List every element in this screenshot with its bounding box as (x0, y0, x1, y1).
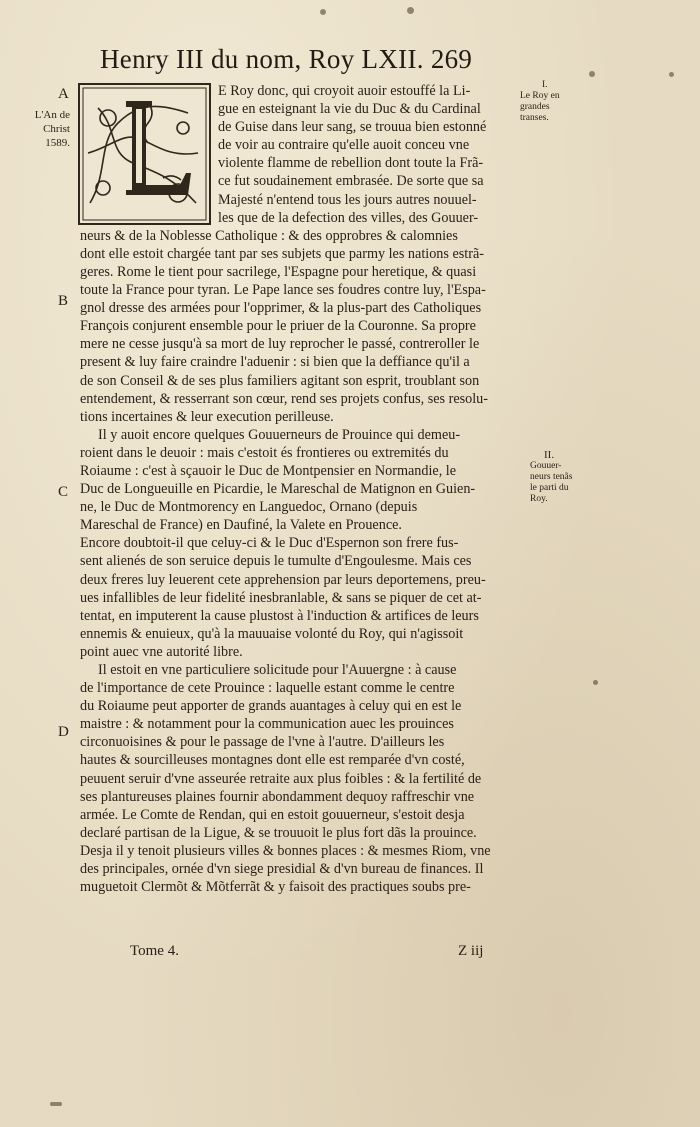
text-line: geres. Rome le tient pour sacrilege, l'Espagne pour heretique, & quasi (80, 263, 477, 280)
text-line: Roiaume : c'est à sçauoir le Duc de Montpensier en Normandie, le (80, 462, 457, 479)
text-line: maistre : & notamment pour la communication auec les prouinces (80, 716, 454, 733)
margin-marker-c: C (58, 484, 69, 500)
text-line: Encore doubtoit-il que celuy-ci & le Duc d'Espernon son frere fus- (80, 535, 459, 552)
paper-stain (407, 7, 414, 14)
signature-right: Z iij (458, 943, 484, 959)
margin-note-1 (520, 80, 590, 124)
text-line: hautes & sourcilleuses montagnes dont elle est remparée d'vn costé, (80, 752, 465, 769)
text-line: des principales, ornée d'vn siege presidial & d'vn bureau de finances. Il (80, 861, 484, 878)
paragraph-start: Il estoit en vne particuliere solicitude pour l'Auuergne : à cause (98, 662, 457, 678)
margin-note-line: grandes (520, 102, 550, 112)
margin-note-line: Le Roy en (520, 91, 560, 101)
text-line: ues infallibles de leur fidelité inesbranlable, & sans se piquer de cet at- (80, 589, 482, 606)
paper-stain (669, 72, 674, 77)
paragraph-start: Il y auoit encore quelques Gouuerneurs de Prouince qui demeu- (98, 426, 461, 443)
text-line: toute la France pour tyran. Le Pape lance ses foudres contre luy, l'Espa- (80, 282, 486, 299)
text-line: mere ne cesse jusqu'à sa mort de luy reprocher le passé, contreroller le (80, 336, 480, 353)
margin-note-line: transes. (520, 113, 549, 123)
text-line: armée. Le Comte de Rendan, qui en estoit gouuerneur, s'estoit desja (80, 806, 465, 823)
text-line: roient dans le deuoir : mais c'estoit és frontieres ou extremités du (80, 444, 449, 461)
year-note-line: L'An de (34, 109, 70, 121)
text-line: dont elle estoit chargée tant par ses subjets que parmy les nations estrã- (80, 245, 484, 262)
text-line: ses plantureuses plaines fournir abondamment dequoy raffreschir vne (80, 788, 475, 805)
text-line: Majesté n'entend tous les jours autres nouuel- (218, 191, 477, 208)
signature-left: Tome 4. (130, 943, 179, 959)
margin-note-2 (530, 450, 600, 505)
margin-note-line: Roy. (530, 494, 548, 504)
text-line: circonuoisines & pour le passage de l'vne à l'autre. D'ailleurs les (80, 734, 445, 751)
paper-stain (320, 9, 326, 15)
text-line: de son Conseil & de ses plus familiers agitant son esprit, troublant son (80, 372, 480, 389)
margin-marker-b: B (58, 293, 69, 309)
text-line: ennemis & enuieux, qu'à la mauuaise volonté du Roy, qui n'agissoit (80, 625, 464, 642)
text-line: Desja il y tenoit plusieurs villes & bonnes places : & mesmes Riom, vne (80, 842, 491, 859)
margin-note-line: Gouuer- (530, 461, 562, 471)
paper-stain (593, 680, 598, 685)
text-line: point auec vne autorité libre. (80, 643, 243, 660)
text-line: les que de la defection des villes, des Gouuer- (218, 209, 479, 226)
text-line: present & luy faire craindre l'aduenir : si bien que la deffiance qu'il a (80, 354, 470, 371)
text-line: ce fut soudainement embrasée. De sorte que sa (218, 173, 484, 190)
margin-note-number: II. (544, 449, 555, 461)
text-line: sent alienés de son seruice depuis le tumulte d'Engoulesme. Mais ces (80, 553, 472, 570)
year-note-line: Christ (43, 123, 70, 135)
text-line: deux freres luy leuerent cete apprehension par leurs deportemens, preu- (80, 571, 486, 588)
margin-note-line: le parti du (530, 483, 569, 493)
margin-note-number: I. (542, 80, 548, 90)
year-note-line: 1589. (45, 137, 70, 149)
margin-marker-a: A (58, 86, 69, 102)
text-line: du Roiaume peut apporter de grands auantages à celuy qui en est le (80, 698, 462, 715)
body-text (80, 82, 525, 896)
text-line: tions incertaines & leur execution perilleuse. (80, 408, 334, 425)
text-line: de voir au contraire qu'elle auoit conceu vne (218, 137, 470, 154)
text-line: de Guise dans leur sang, se trouua bien estonné (218, 119, 487, 136)
text-line: E Roy donc, qui croyoit auoir estouffé la Li- (218, 83, 471, 99)
paper-stain (50, 1102, 62, 1106)
text-line: Duc de Longueuille en Picardie, le Mareschal de Matignon en Guien- (80, 481, 476, 498)
year-note (30, 108, 70, 150)
margin-marker-d: D (58, 724, 69, 740)
text-line: entendement, & resserrant son cœur, rend ses projets confus, ses resolu- (80, 390, 488, 407)
text-line: muguetoit Clermõt & Mõtferrãt & y faisoit des practiques soubs pre- (80, 879, 471, 896)
text-line: Mareschal de France) en Daufiné, la Valete en Prouence. (80, 517, 402, 534)
text-line: gnol dresse des armées pour l'opprimer, & la plus-part des Catholiques (80, 300, 482, 317)
text-line: ne, le Duc de Montmorency en Languedoc, Ornano (depuis (80, 499, 418, 516)
margin-note-line: neurs tenãs (530, 472, 573, 482)
running-header: Henry III du nom, Roy LXII. 269 (100, 44, 473, 74)
text-line: de l'importance de cete Prouince : laquelle estant comme le centre (80, 680, 455, 697)
text-line: declaré partisan de la Ligue, & se trouuoit le plus fort dãs la prouince. (80, 824, 477, 841)
text-line: François conjurent ensemble pour le priuer de la Couronne. Sa propre (80, 318, 476, 335)
text-line: violente flamme de rebellion dont toute la Frã- (218, 155, 484, 172)
text-line: peuuent seruir d'vne asseurée retraite aux plus foibles : & la fertilité de (80, 770, 482, 787)
text-line: gue en esteignant la vie du Duc & du Cardinal (218, 101, 481, 118)
paper-stain (589, 71, 595, 77)
text-line: tentat, en imputerent la cause plustost à l'induction & artifices de leurs (80, 607, 479, 624)
text-line: neurs & de la Noblesse Catholique : & des opprobres & calomnies (80, 227, 458, 244)
